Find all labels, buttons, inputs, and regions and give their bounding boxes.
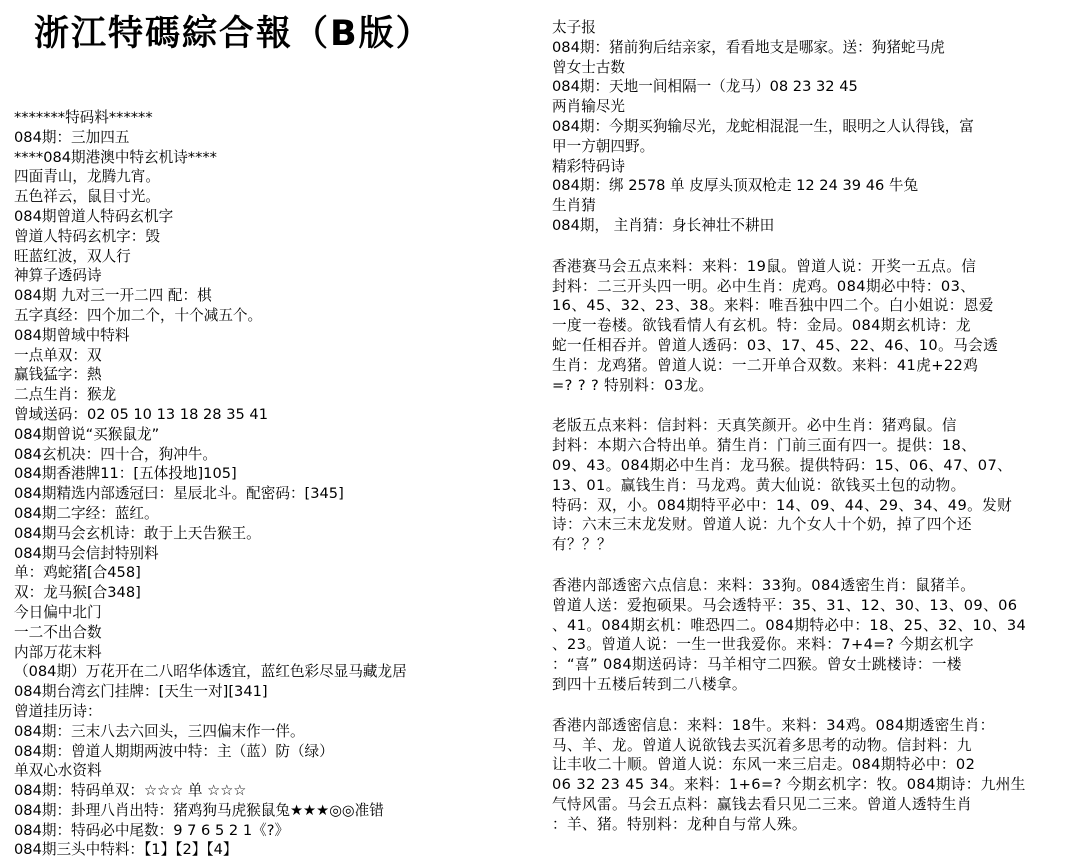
info-block-line: 香港赛马会五点来料：来料：19鼠。曾道人说：开奖一五点。信	[552, 257, 977, 275]
left-line: 084期香港牌11：[五体投地]105]	[14, 465, 237, 483]
info-block-line: 香港内部透密六点信息：来料：33狗。084透密生肖：鼠猪羊。	[552, 576, 976, 594]
info-block-line: 封料：本期六合特出单。猜生肖：门前三面有四一。提供：18、	[552, 437, 977, 455]
left-line: 五色祥云，鼠目寸光。	[14, 188, 160, 206]
info-block-line: 封料：二三开头四一明。必中生肖：虎鸡。084期必中特：03、	[552, 277, 976, 295]
left-line: 神算子透码诗	[14, 267, 102, 285]
left-line: 二点生肖：猴龙	[14, 386, 117, 404]
info-block-line: 06 32 23 45 34。来料：1+6=? 今期玄机字：牧。084期诗：九州生	[552, 776, 1026, 794]
left-line: 曾道挂历诗：	[14, 702, 102, 720]
left-line: 084期马会玄机诗：敢于上天告猴王。	[14, 524, 261, 542]
info-block-line: 蛇一任相吞并。曾道人透码：03、17、45、22、46、10。马会透	[552, 336, 999, 354]
left-line: 084期台湾玄门挂牌：[天生一对][341]	[14, 683, 268, 701]
left-line: 今日偏中北门	[14, 603, 102, 621]
info-block-line: 特码：双，小。084期特平必中：14、09、44、29、34、49。发财	[552, 496, 1013, 514]
info-block-line: 让丰收二十顺。曾道人说：东风一来三启走。084期特必中：02	[552, 756, 976, 774]
left-line: 084期精选内部透冠曰：星辰北斗。配密码：[345]	[14, 485, 344, 503]
left-line: 084期马会信封特别料	[14, 544, 159, 562]
left-line: 084期：特码必中尾数：9 7 6 5 2 1《?》	[14, 821, 290, 839]
left-line: 084期曾说“买猴鼠龙”	[14, 425, 160, 443]
right-top-line: 084期， 主肖猜：身长神壮不耕田	[552, 216, 775, 234]
left-line: 赢钱猛字：熱	[14, 366, 102, 384]
left-line: ****084期港澳中特玄机诗****	[14, 148, 217, 166]
left-line: 一点单双：双	[14, 346, 102, 364]
right-top-line: 两肖输尽光	[552, 98, 625, 116]
right-top-section	[552, 18, 1074, 236]
left-line: 四面青山，龙腾九宵。	[14, 168, 160, 186]
info-block-line: 诗：六末三末龙发财。曾道人说：九个女人十个奶，掉了四个还	[552, 516, 972, 534]
info-block-line: ：“喜” 084期送码诗：马羊相守二四猴。曾女士跳楼诗：一楼	[552, 656, 962, 674]
info-block-line: 16、45、32、23、38。来料：唯吾独中四二个。白小姐说：恩爱	[552, 297, 994, 315]
right-top-line: 甲一方朝四野。	[552, 137, 655, 155]
left-line: 五字真经：四个加二个，十个减五个。	[14, 306, 263, 324]
right-column	[552, 18, 1074, 834]
info-block-line: 香港内部透密信息：来料：18牛。来料：34鸡。084期透密生肖：	[552, 716, 995, 734]
left-column	[14, 108, 534, 860]
info-block-line: 13、01。赢钱生肖：马龙鸡。黄大仙说：欲钱买土包的动物。	[552, 476, 966, 494]
right-blocks-section	[552, 257, 1074, 835]
left-line: 084期：特码单双：☆☆☆ 单 ☆☆☆	[14, 782, 247, 800]
left-line: 曾道人特码玄机字：毁	[14, 227, 160, 245]
left-line: 084玄机决：四十合，狗冲牛。	[14, 445, 217, 463]
info-block	[552, 257, 1074, 396]
right-top-line: 084期：天地一间相隔一（龙马）08 23 32 45	[552, 78, 858, 96]
info-block-line: 到四十五楼后转到二八楼拿。	[552, 675, 747, 693]
left-line: 084期：卦理八肖出特：猪鸡狗马虎猴鼠兔★★★◎◎准错	[14, 801, 384, 819]
info-block-line: 、41。084期玄机：唯恐四二。084期特必中：18、25、32、10、34	[552, 616, 1027, 634]
info-block	[552, 576, 1074, 695]
info-block	[552, 716, 1074, 835]
info-block-line: ：羊、猪。特别料：龙种自与常人殊。	[552, 815, 807, 833]
info-block-line: 曾道人送：爱抱硕果。马会透特平：35、31、12、30、13、09、06	[552, 596, 1018, 614]
left-line: 曾域送码：02 05 10 13 18 28 35 41	[14, 405, 269, 423]
info-block-line: 老版五点来料：信封料：天真笑颜开。必中生肖：猪鸡鼠。信	[552, 417, 957, 435]
info-block-line: 马、羊、龙。曾道人说欲钱去买沉着多思考的动物。信封料：九	[552, 736, 972, 754]
left-line: 084期二字经：蓝红。	[14, 504, 159, 522]
right-top-line: 084期：猪前狗后结亲家，看看地支是哪家。送：狗猪蛇马虎	[552, 38, 945, 56]
info-block-line: 一度一卷楼。欲钱看情人有玄机。特：金局。084期玄机诗：龙	[552, 317, 971, 335]
page-title: 浙江特碼綜合報（B版）	[34, 14, 433, 54]
left-line: 084期三头中特料：【1】【2】【4】	[14, 841, 238, 859]
right-top-line: 太子报	[552, 19, 596, 36]
left-line: *******特码料******	[14, 109, 153, 126]
info-block-line: 有？？？	[552, 536, 612, 554]
left-line: 内部万花末料	[14, 643, 102, 661]
left-line: 084期 九对三一开二四 配：棋	[14, 287, 212, 305]
right-top-line: 084期：绑 2578 单 皮厚头顶双枪走 12 24 39 46 牛兔	[552, 177, 919, 195]
info-block-line: 气恃风雷。马会五点料：赢钱去看只见二三来。曾道人透特生肖	[552, 795, 972, 813]
right-top-line: 曾女士古数	[552, 58, 625, 76]
right-top-line: 精彩特码诗	[552, 157, 625, 175]
info-block-line: 生肖：龙鸡猪。曾道人说：一二开单合双数。来料：41虎+22鸡	[552, 356, 979, 374]
info-block-line: 09、43。084期必中生肖：龙马猴。提供特码：15、06、47、07、	[552, 456, 1013, 474]
left-line: 一二不出合数	[14, 623, 102, 641]
info-block-line: =? ? ? 特别料：03龙。	[552, 376, 714, 394]
left-line: 084期：三加四五	[14, 128, 130, 146]
right-top-line: 084期：今期买狗输尽光，龙蛇相混混一生，眼明之人认得钱，富	[552, 117, 974, 135]
left-line: 084期曾道人特码玄机字	[14, 207, 174, 225]
left-line: 双：龙马猴[合348]	[14, 584, 141, 602]
left-line: 084期：三末八去六回头，三四偏末作一伴。	[14, 722, 305, 740]
left-line: （084期）万花开在二八昭华体透宜，蓝红色彩尽显马藏龙居	[14, 663, 407, 681]
left-line: 单双心水资料	[14, 762, 102, 780]
left-line: 旺蓝红波，双人行	[14, 247, 131, 265]
right-top-line: 生肖猜	[552, 197, 596, 215]
info-block	[552, 416, 1074, 555]
left-line: 单：鸡蛇猪[合458]	[14, 564, 141, 582]
left-line: 084期：曾道人期期两波中特：主（蓝）防（绿）	[14, 742, 334, 760]
info-block-line: 、23。曾道人说：一生一世我爱你。来料：7+4=? 今期玄机字	[552, 636, 975, 654]
left-line: 084期曾域中特料	[14, 326, 130, 344]
